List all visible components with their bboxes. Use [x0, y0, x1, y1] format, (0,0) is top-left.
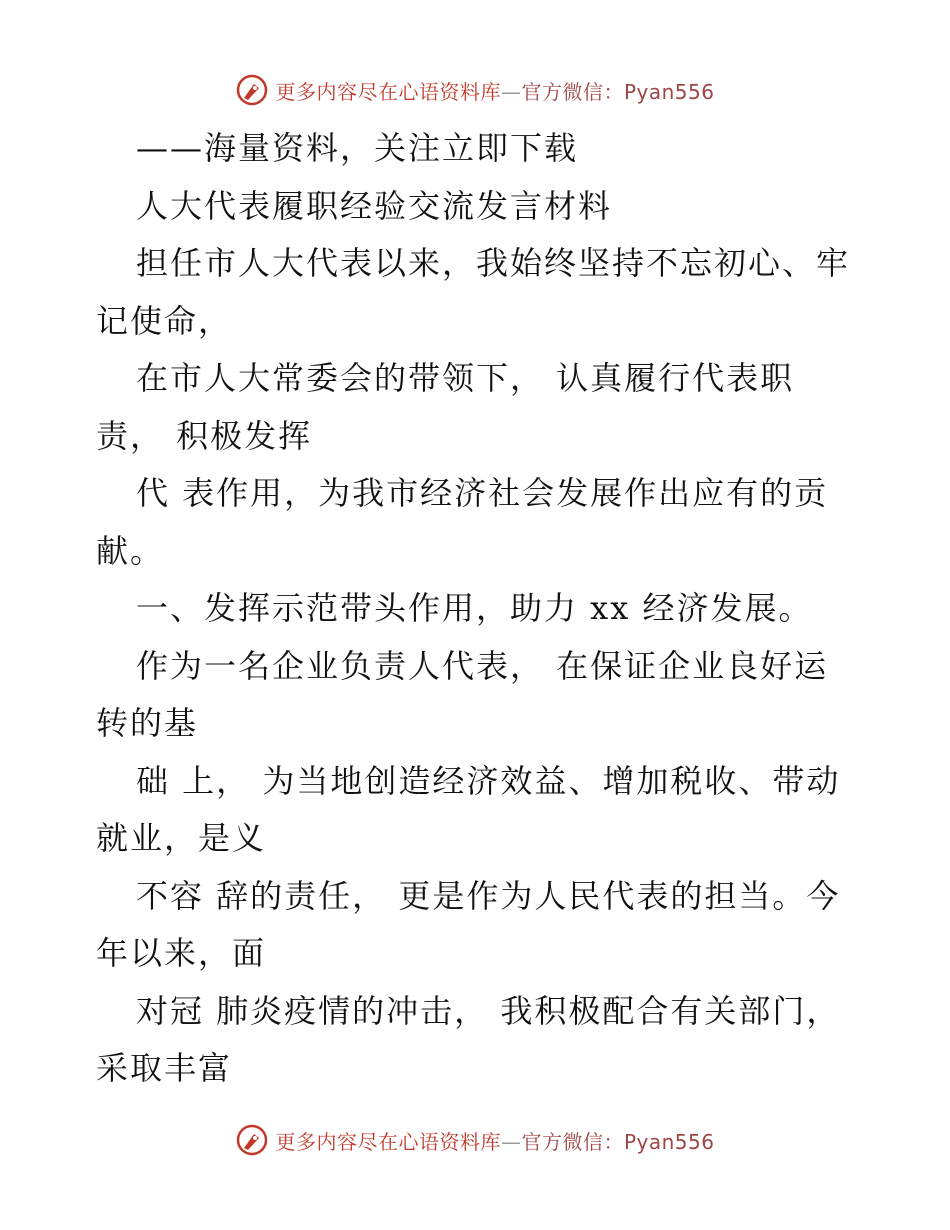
- paragraph-line: 作为一名企业负责人代表， 在保证企业良好运: [136, 646, 829, 685]
- paragraph-line: 就业，是义: [96, 819, 267, 857]
- watermark-header: [0, 70, 950, 110]
- paragraph-line: 担任市人大代表以来，我始终坚持不忘初心、牢: [136, 244, 851, 282]
- pen-nib-logo-icon: [235, 73, 269, 107]
- paragraph-line: 一、发挥示范带头作用，助力 xx 经济发展。: [136, 589, 813, 627]
- pen-nib-logo-icon: [235, 1123, 269, 1157]
- document-body: [96, 120, 866, 1098]
- paragraph-line: 不容 辞的责任， 更是作为人民代表的担当。今: [136, 876, 841, 915]
- paragraph-line: 础 上， 为当地创造经济效益、增加税收、带动: [136, 761, 841, 800]
- paragraph-line: 对冠 肺炎疫情的冲击， 我积极配合有关部门，: [136, 991, 841, 1030]
- watermark-footer: [0, 1120, 950, 1160]
- watermark-text: 更多内容尽在心语资料库—官方微信：Pyan556: [275, 1129, 715, 1154]
- paragraph-line: 转的基: [96, 704, 199, 742]
- paragraph-line: 献。: [96, 531, 165, 570]
- paragraph-line: 采取丰富: [96, 1049, 233, 1087]
- paragraph-line: 人大代表履职经验交流发言材料: [136, 186, 613, 225]
- paragraph-line: ——海量资料，关注立即下载: [136, 129, 579, 167]
- paragraph-line: 记使命，: [96, 301, 233, 340]
- paragraph-line: 在市人大常委会的带领下， 认真履行代表职: [136, 359, 795, 397]
- paragraph-line: 代 表作用，为我市经济社会发展作出应有的贡: [136, 474, 829, 512]
- paragraph-line: 责， 积极发挥: [96, 416, 313, 455]
- paragraph-line: 年以来，面: [96, 934, 267, 972]
- watermark-text: 更多内容尽在心语资料库—官方微信：Pyan556: [275, 79, 715, 104]
